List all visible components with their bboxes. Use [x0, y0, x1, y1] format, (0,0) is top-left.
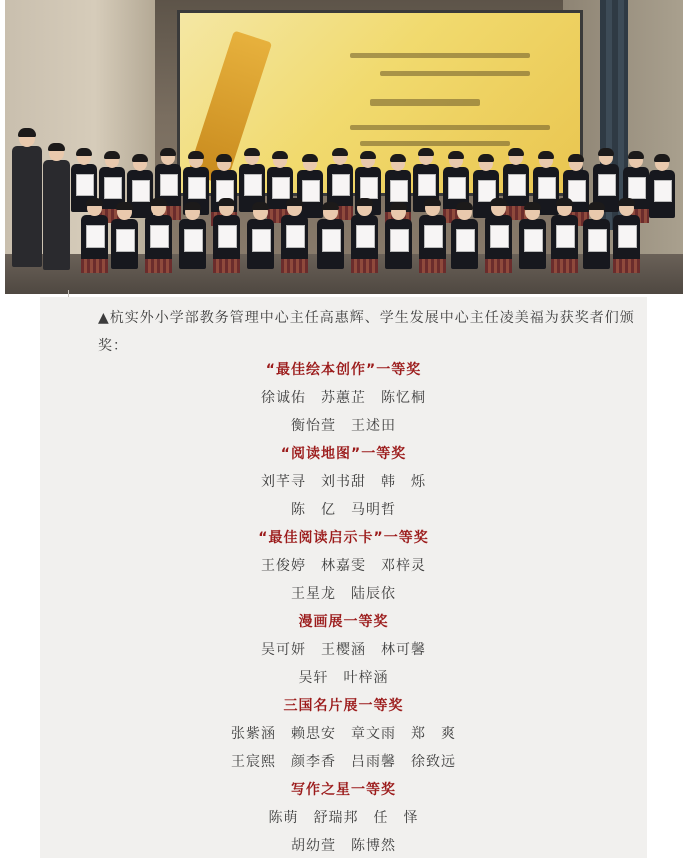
winner-names: 张紫涵 赖思安 章文雨 郑 爽 — [231, 726, 456, 742]
award-title: “阅读地图”一等奖 — [280, 446, 407, 462]
award-title: “最佳绘本创作”一等奖 — [265, 362, 422, 378]
award-title: 三国名片展一等奖 — [283, 698, 404, 714]
photo-caption: ▲杭实外小学部教务管理中心主任高惠辉、学生发展中心主任凌美福为获奖者们颁奖： — [98, 310, 635, 354]
awards-list — [40, 356, 647, 860]
winner-names: 王宸熙 颜李香 吕雨馨 徐致远 — [231, 754, 456, 770]
winner-names: 衡怡萱 王述田 — [291, 418, 396, 434]
winner-names: 陈 亿 马明哲 — [291, 502, 396, 518]
winner-names: 吴轩 叶梓涵 — [298, 670, 389, 686]
award-title: 写作之星一等奖 — [291, 782, 396, 798]
winner-names: 王星龙 陆辰依 — [291, 586, 396, 602]
winner-names: 王俊婷 林嘉雯 邓梓灵 — [261, 558, 426, 574]
award-title: “最佳阅读启示卡”一等奖 — [258, 530, 429, 546]
winner-names: 吴可妍 王樱涵 林可馨 — [261, 642, 426, 658]
award-title: 漫画展一等奖 — [298, 614, 389, 630]
winner-names: 胡幼萱 陈博然 — [291, 838, 396, 854]
award-ceremony-photo — [5, 0, 683, 294]
winner-names: 徐诚佑 苏蕙芷 陈忆桐 — [261, 390, 426, 406]
winner-names: 刘芊寻 刘书甜 韩 烁 — [261, 474, 426, 490]
winner-names: 陈萌 舒瑞邦 任 怿 — [268, 810, 419, 826]
